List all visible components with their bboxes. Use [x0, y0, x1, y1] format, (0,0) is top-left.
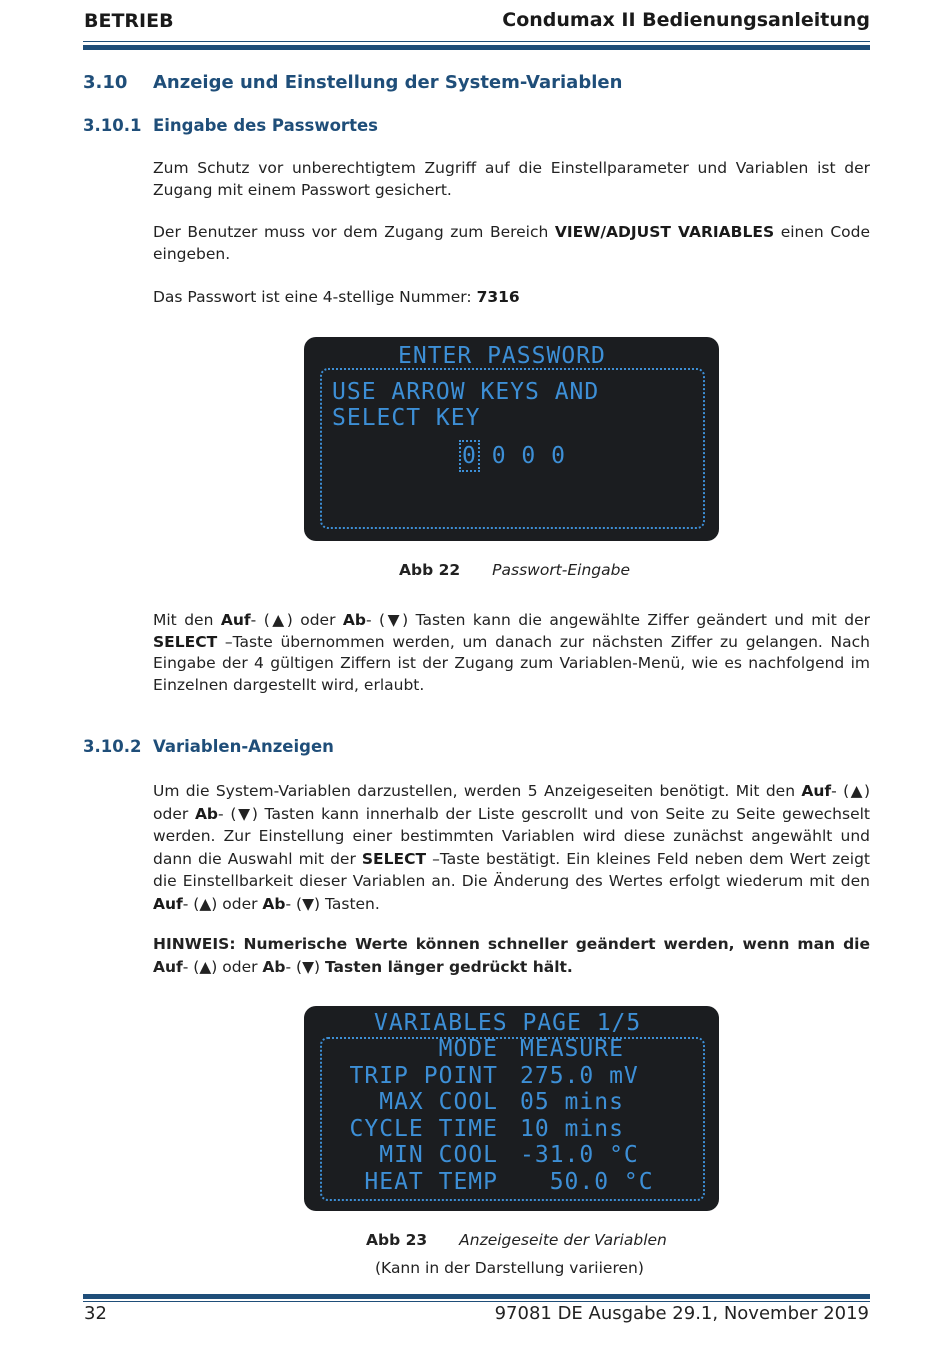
lcd2-variable-label: HEAT TEMP [364, 1168, 498, 1195]
lcd2-variable-value: MEASURE [520, 1036, 624, 1062]
document-edition: 97081 DE Ausgabe 29.1, November 2019 [494, 1303, 869, 1324]
header-section-label: BETRIEB [84, 10, 174, 32]
paragraph-password-code: Das Passwort ist eine 4-stellige Nummer: 7316 [153, 288, 520, 306]
header-rule-thin [83, 41, 870, 42]
lcd2-variable-label: CYCLE TIME [349, 1115, 498, 1142]
footer-rule-thick [83, 1294, 870, 1299]
subsection-number: 3.10.1 [83, 116, 142, 135]
subsection-title-2: Variablen-Anzeigen [153, 737, 334, 756]
menu-name: VIEW/ADJUST VARIABLES [554, 223, 775, 241]
figure-caption-22: Abb 22 Passwort-Eingabe [399, 561, 630, 579]
lcd2-variable-label: MODE [438, 1036, 498, 1062]
lcd2-variable-label: MAX COOL [379, 1089, 498, 1115]
lcd2-variable-value: 275.0 mV [520, 1062, 639, 1089]
paragraph-password-intro: Zum Schutz vor unberechtigtem Zugriff auf die Einstellparameter und Variablen ist der Zugang mit einem Passwort gesichert. [153, 159, 870, 199]
lcd2-title: VARIABLES PAGE 1/5 [374, 1010, 642, 1036]
lcd-line-2: SELECT KEY [332, 405, 481, 431]
lcd2-variable-label: MIN COOL [379, 1142, 498, 1168]
lcd-digit-cursor: 0 [462, 443, 477, 469]
paragraph-variable-pages: Um die System-Variablen darzustellen, werden 5 Anzeigeseiten benötigt. Mit den Auf- (▲) oder Ab- (▼) Tasten kann innerhalb der Liste gescrollt und von Seite zu Seite gewechselt werden. Zur Einstellung einer bestimmten Variablen wird diese zunächst angewählt und dann die Auswahl mit der SELECT –Taste bestätigt. Ein kleines Feld neben dem Wert zeigt die Einstellbarkeit dieser Variablen an. Die Änderung des Wertes erfolgt wiederum mit den Auf- (▲) oder Ab- (▼) Tasten. [153, 782, 871, 913]
header-document-title: Condumax II Bedienungsanleitung [502, 9, 870, 31]
lcd2-variable-value: 05 mins [520, 1089, 624, 1115]
lcd-line-1: USE ARROW KEYS AND [332, 379, 600, 405]
lcd-variables-display [304, 1006, 719, 1211]
footer-rule-thin [83, 1301, 870, 1302]
section-number: 3.10 [83, 72, 128, 93]
lcd2-variable-value: 50.0 °C [520, 1168, 654, 1195]
lcd-password-digits: 0 0 0 0 [462, 443, 566, 469]
lcd2-variable-value: -31.0 °C [520, 1142, 639, 1168]
figure-caption-23: Abb 23 Anzeigeseite der Variablen [366, 1231, 667, 1249]
subsection-number-2: 3.10.2 [83, 737, 142, 756]
header-rule-thick [83, 45, 870, 50]
paragraph-arrow-keys: Mit den Auf- (▲) oder Ab- (▼) Tasten kann die angewählte Ziffer geändert und mit der SELECT –Taste übernommen werden, um danach zur nächsten Ziffer zu gelangen. Nach Eingabe der 4 gültigen Ziffern ist der Zugang zum Variablen-Menü, wie es nachfolgend im Einzelnen dargestellt wird, erlaubt. [153, 611, 870, 694]
lcd-title: ENTER PASSWORD [398, 343, 606, 369]
lcd-password-display [304, 337, 719, 541]
subsection-title: Eingabe des Passwortes [153, 116, 378, 135]
lcd2-variable-label: TRIP POINT [349, 1062, 498, 1089]
figure-note-23: (Kann in der Darstellung variieren) [375, 1259, 644, 1277]
section-title: Anzeige und Einstellung der System-Variablen [153, 72, 623, 93]
password-code: 7316 [476, 288, 520, 306]
page-number: 32 [84, 1303, 107, 1324]
lcd2-variable-value: 10 mins [520, 1115, 624, 1142]
note-hinweis: HINWEIS: Numerische Werte können schneller geändert werden, wenn man die Auf- (▲) oder Ab- (▼) Tasten länger gedrückt hält. [153, 935, 870, 976]
paragraph-password-access: Der Benutzer muss vor dem Zugang zum Bereich VIEW/ADJUST VARIABLES einen Code eingeben. [153, 223, 870, 263]
